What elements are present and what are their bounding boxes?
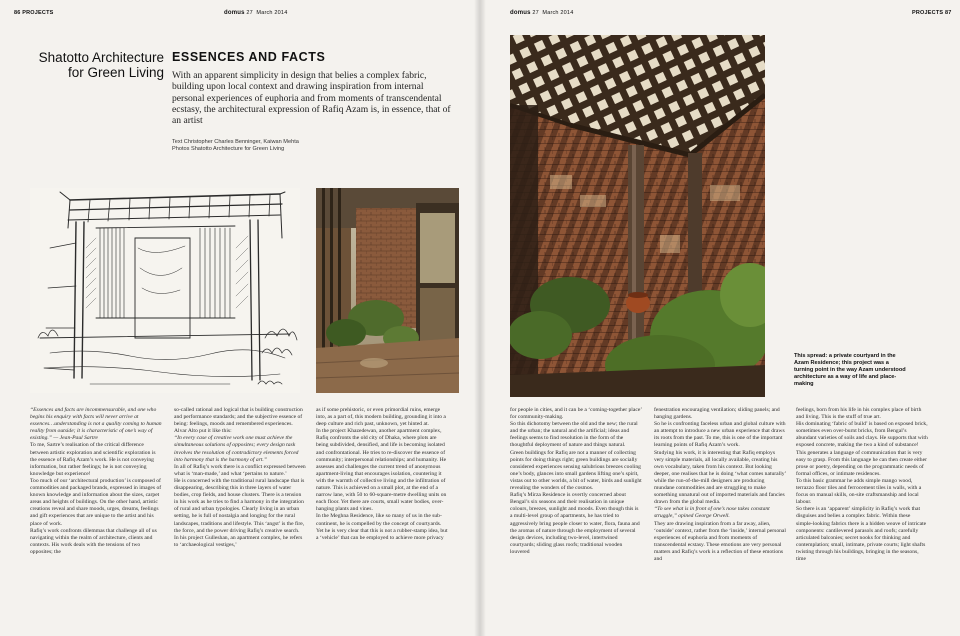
left-page-number: 86 — [14, 10, 21, 16]
right-masthead-folio — [510, 10, 573, 16]
credit-text: Text Christopher Charles Benninger, Kaiwan Mehta — [172, 139, 299, 145]
paragraph: In all of Rafiq’s work there is a conflict expressed between what is ‘man-made,’ and what ‘pertains to nature.’ — [174, 463, 306, 477]
courtyard-photo-image — [316, 188, 459, 393]
paragraph: So there is an ‘apparent’ simplicity in Rafiq’s work that disguises and belies a complex fabric. Within these simple-looking fabrics there is a hidden weave of intricate components: cantilevered parasols and roofs; carefully articulated balconies; secret nooks for thinking and contemplation; small, intimate, private courts; light shafts twisting through his buildings, bringing in the seasons, time — [796, 506, 927, 562]
left-issue-date: March 2014 — [256, 10, 288, 16]
paragraph: He is concerned with the traditional rural landscape that is disappearing, describing this in three layers of water bodies, crop fields, and house clusters. There is a tension in his work as he tries to find a harmony in the integration of rural and urban typologies. Clearly living in an urban setting, he is full of nostalgia and longing for the rural landscapes, traditions and lifestyle. This ‘angst’ is the fire, the force, and the power driving Rafiq’s creative search. — [174, 477, 305, 534]
article-headline: ESSENCES AND FACTS — [172, 50, 326, 64]
courtyard-photo-large — [510, 35, 765, 397]
paragraph: In the Meghna Residence, like so many of us in the sub-continent, he is compelled by the concept of courtyards. Yet he is very clear that this is not a rubber-stamp idea, but a ‘vehicle’ that can be employed to achieve more privacy — [316, 513, 448, 541]
left-magazine-name: domus — [224, 10, 245, 16]
paragraph: Rafiq’s Mirza Residence is overtly concerned about Bengal’s six seasons and their realisation in unique colours, breezes, sunlight and moods. Even though this is a multi-level group of apartments, he has tried to aggressively bring people closer to water, flora, fauna and the aromas of nature through the employment of several design devices, including two-level, intertwined courtyards; sliding glass roofs; traditional wooden louvered — [510, 492, 640, 555]
right-issue-number: 27 — [532, 10, 539, 16]
paragraph: Studying his work, it is interesting that Rafiq employs very simple materials, all locally available, creating his own vocabulary, taken from his context. But looking deeper, one realises that he is doing ‘what comes naturally’ while the run-of-the-mill designers are producing mundane commodities and are struggling to make something unnatural out of imported materials and fancies drawn from the global media. — [654, 449, 786, 506]
article-credits — [172, 139, 457, 153]
courtyard-photo-large-image — [510, 35, 765, 397]
paragraph: so-called rational and logical that is building construction and performance standards; and the subjective essence of being: feelings, moods and remembered experiences. — [174, 407, 303, 428]
right-issue-date: March 2014 — [542, 10, 574, 16]
right-magazine-name: domus — [510, 10, 531, 16]
courtyard-photo-small — [316, 188, 459, 393]
paragraph: “In every case of creative work one must achieve the simultaneous solutions of opposites; every design task involves the resolution of contradictory elements forced into harmony that is the harmony of art.” — [174, 435, 299, 463]
paragraph: To this basic grammar he adds simple mango wood, terrazzo floor tiles and ferrocement tiles in walls, with a focus on manual skills, on-site craftsmanship and local labour. — [796, 477, 922, 506]
studio-name — [34, 50, 164, 80]
paragraph: Rafiq’s work confronts dilemmas that challenge all of us navigating within the realm of architecture, clients and contexts. His work deals with the tensions of two opposites; the — [30, 527, 157, 555]
article-lede: With an apparent simplicity in design that belies a complex fabric, building upon local context and drawing inspiration from internal personal experiences of euphoria and from moments of transcendental ecstasy, the architectural expression of Rafiq Azam is, in essence, that of an artist — [172, 70, 451, 127]
paragraph: for people in cities, and it can be a ‘coming-together place’ for community-making. — [510, 407, 642, 421]
sketch-drawing — [30, 188, 300, 393]
paragraph: fenestration encouraging ventilation; sliding panels; and hanging gardens. — [654, 407, 780, 421]
paragraph: Alvar Alto put it like this: — [174, 428, 232, 435]
paragraph: They are drawing inspiration from a far away, alien, ‘outside’ context, rather from the ‘inside,’ internal personal experiences of euphoria and from moments of transcendental ecstasy. These emotions are very personal matters and Rafiq’s work is a reflection of these emotions and — [654, 520, 786, 562]
left-masthead-folio — [224, 10, 287, 16]
paragraph: Green buildings for Rafiq are not a manner of collecting points for doing things right; green buildings are socially considered experiences sensing salubrious breezes cooling one’s body, glances into small gardens lifting one’s spirit, vistas out to other worlds, a bit of water, birds and sunlight revealing the wonders of the cosmos. — [510, 449, 642, 492]
paragraph: So this dichotomy between the old and the new; the rural and the urban; the natural and the artificial; ideas and feelings seems to find resolution in the form of the thoughtful deployment of nature and things natural. — [510, 421, 638, 449]
spine-gutter — [474, 0, 486, 636]
studio-name-line-2: for Green Living — [67, 65, 164, 80]
text-column-6 — [796, 407, 928, 632]
photo-caption: This spread: a private courtyard in the Azam Residence; this project was a turning point in the way Azam understood architecture as a way of life and place-making — [794, 353, 906, 387]
left-folio — [14, 10, 54, 16]
text-column-5 — [654, 407, 786, 632]
paragraph: Too much of our ‘architectural production’ is composed of commodities and packaged brands, expressed in images of known knowledge and information about the sizes, carpet areas and heights of buildings. On the other hand, artistic creations reveal and share moods, urges, dreams, feelings and gift experiences that are unique to the artist and his place of work. — [30, 477, 162, 527]
left-issue-number: 27 — [246, 10, 253, 16]
right-folio — [912, 10, 952, 16]
paragraph: So he is confronting faceless urban and global culture with an attempt to introduce a new urban experience that draws its roots from the past. To me, this is one of the important learning points of Rafiq Azam’s work. — [654, 421, 786, 449]
text-column-3 — [316, 407, 448, 632]
text-column-1 — [30, 407, 162, 632]
paragraph: as if some prehistoric, or even primordial ruins, emerge into, as a part of, this modern building, grounding it into a deep culture and rich past, unknown, yet hinted at. — [316, 407, 446, 428]
right-page — [480, 0, 960, 636]
paragraph: “Essences and facts are incommensurable, and one who begins his enquiry with facts will never arrive at essences…understanding is not a quality coming to human reality from outside; it is characteristic of one’s way of existing.” — Jean-Paul Sartre — [30, 407, 162, 442]
studio-name-line-1: Shatotto Architecture — [38, 50, 164, 65]
right-section-label: PROJECTS — [912, 10, 944, 16]
paragraph: In his project Gulleshan, an apartment complex, he refers to ‘archaeological vestiges,’ — [174, 534, 303, 548]
text-column-2 — [174, 407, 306, 632]
paragraph: “To see what is in front of one’s nose takes constant struggle,” opined George Orwell. — [654, 506, 770, 520]
credit-photos: Photos Shatotto Architecture for Green Living — [172, 146, 285, 152]
text-column-4 — [510, 407, 642, 632]
left-section-label: PROJECTS — [22, 10, 54, 16]
architectural-sketch — [30, 188, 300, 393]
paragraph: His dominating ‘fabric of build’ is based on exposed brick, sometimes even over-burnt bricks, from Bengal’s abundant varieties of soils and clays. He supports that with exposed concrete, making the two a kind of substance! This generates a language of communication that is very easy to grasp. From this language he can then create either prose or poetry, depending on the programmatic needs of formal offices, or intimate residences. — [796, 421, 928, 477]
paragraph: feelings, born from his life in his complex place of birth and living. This is the stuff of true art. — [796, 407, 922, 421]
paragraph: In the project Khazedewan, another apartment complex, Rafiq confronts the old city of Dhaka, where plots are being subdivided, densified, and life is becoming isolated and confrontational. He tries to re-discover the essence of community; interpersonal relationships; and humanity. He assesses and challenges the current trend of anonymous apartment-living that encourages isolation, countering it with the warmth of collective living and the infiltration of nature. This is achieved on a small plot, at the end of a narrow lane, with 50 to 60-square-metre dwelling units on each floor. Yet there are courts, small water bodies, over-hanging plants and vines. — [316, 428, 447, 513]
right-page-number: 87 — [944, 10, 952, 16]
paragraph: To me, Sartre’s realisation of the critical difference between artistic exploration and scientific exploration is the essence of Rafiq Azam’s work. He is not conveying information, but rather feelings; he is not conveying knowledge but experience! — [30, 442, 156, 477]
